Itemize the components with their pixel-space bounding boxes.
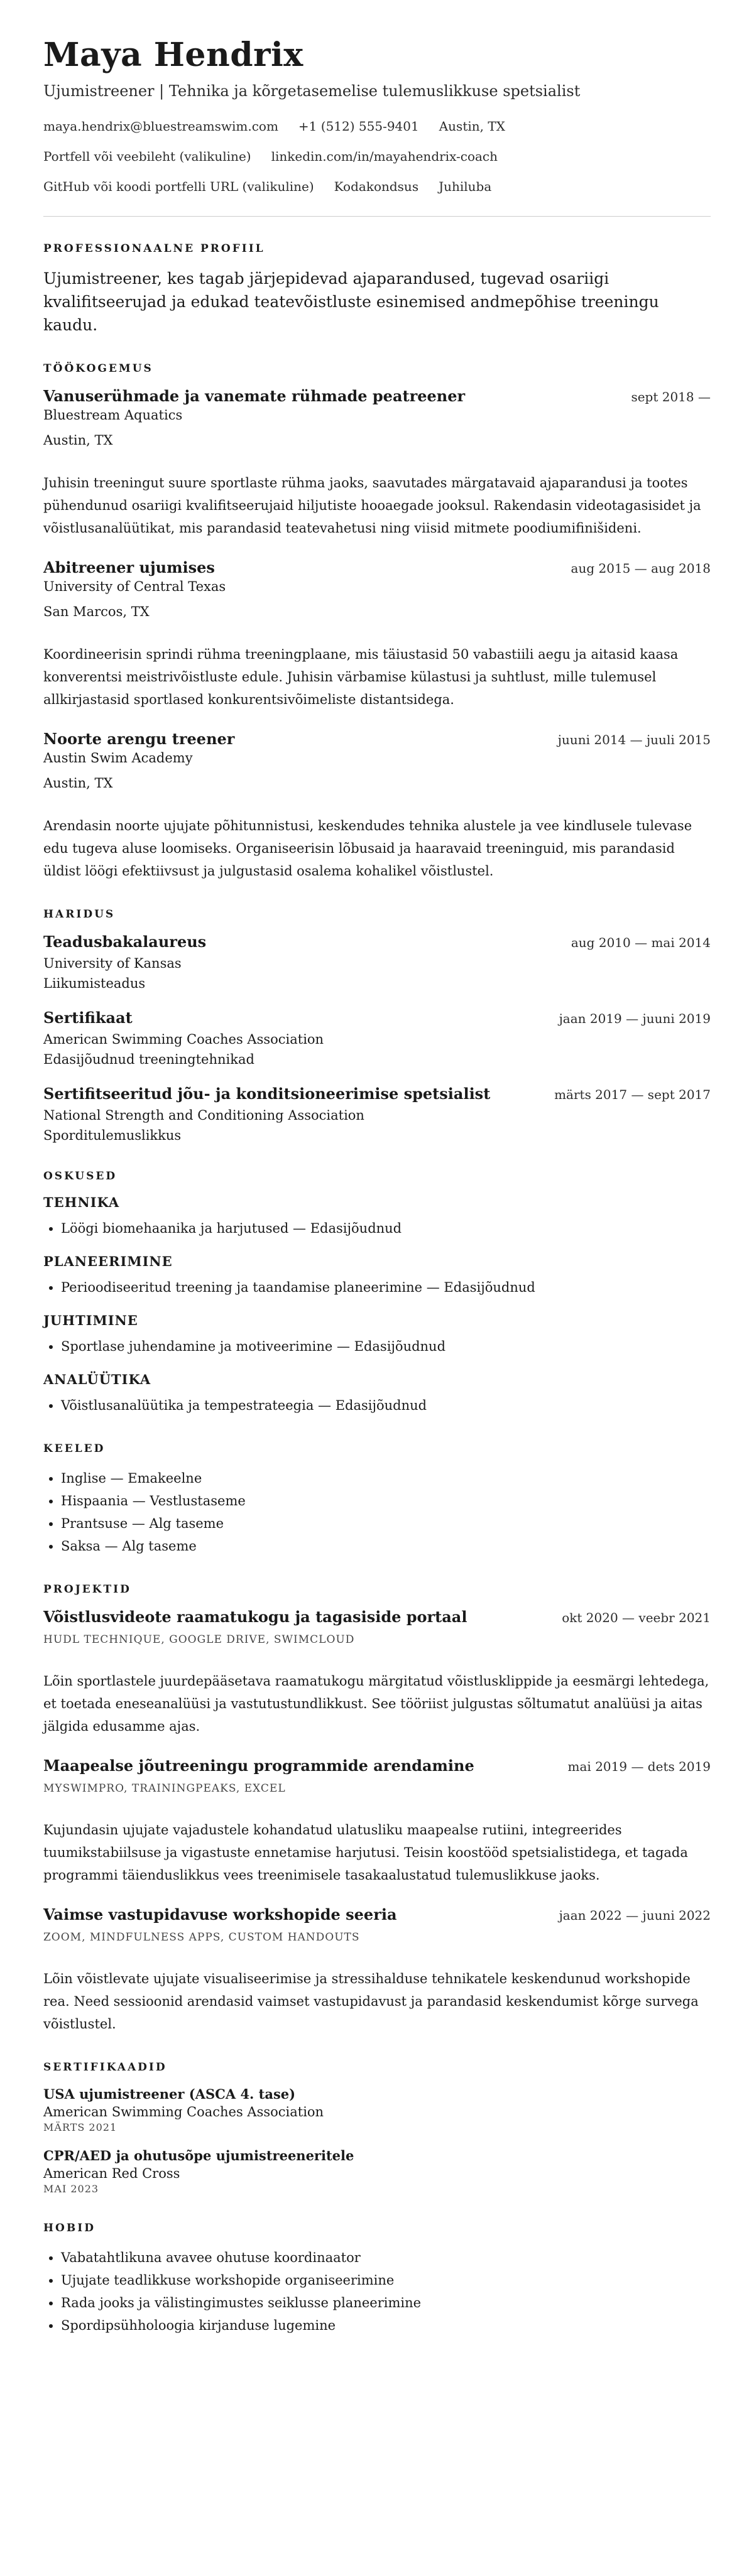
- project-description: Kujundasin ujujate vajadustele kohandatud ulatusliku maapealse rutiini, integreerides tuumikstabiilsuse ja vigastuste ennetamise harjutusi. Teisin koostööd spetsialistidega, et tagada programmi täienduslikkus vees treenimisele tasakaalustatud tulemuslikkuse jaoks.: [43, 1822, 688, 1883]
- job-description: Juhisin treeningut suure sportlaste rühma jaoks, saavutades märgatavaid ajaparandusi ja tootes pühendunud osariigi kvalifitseerujaid hiljutiste hooaegade jooksul. Rakendasin videotagasisidet ja võistlusanalüütikat, mis parandasid teatevahetusi ning viisid mitmete poodiumifinišideni.: [43, 475, 701, 536]
- certification-issuer: American Red Cross: [43, 2166, 180, 2181]
- github-link[interactable]: GitHub või koodi portfelli URL (valikuline): [43, 179, 314, 194]
- job-description: Arendasin noorte ujujate põhitunnistusi, keskendudes tehnika alustele ja vee kindlusele tulevase edu tugeva aluse loomiseks. Organiseerisin lõbusaid ja haaravaid treeninguid, mis parandasid üldist löögi efektiivsust ja julgustasid osalema kohalikel võistlustel.: [43, 818, 692, 879]
- institution: National Strength and Conditioning Association: [43, 1108, 364, 1123]
- certification-date: MÄRTS 2021: [43, 2121, 117, 2133]
- skill-list: [43, 1394, 711, 1417]
- project-title: Maapealse jõutreeningu programmide arendamine: [43, 1756, 474, 1775]
- project-technologies: MYSWIMPRO, TRAININGPEAKS, EXCEL: [43, 1782, 286, 1795]
- field-of-study: Edasijõudnud treeningtehnikad: [43, 1052, 254, 1067]
- summary-text: Ujumistreener, kes tagab järjepidevad ajaparandused, tugevad osariigi kvalifitseerujad ja edukad teatevõistluste esinemised andmepõhise treeningu kaudu.: [43, 269, 659, 334]
- degree-title: Sertifitseeritud jõu- ja konditsioneerimise spetsialist: [43, 1085, 491, 1103]
- section-heading: PROJEKTID: [43, 1583, 131, 1596]
- job-dates: sept 2018 —: [631, 389, 711, 404]
- employer: Austin Swim Academy: [43, 750, 193, 766]
- hobby-list: [43, 2246, 711, 2337]
- language-item: • Prantsuse — Alg taseme: [61, 1512, 711, 1535]
- institution: University of Kansas: [43, 956, 182, 971]
- headline: Ujumistreener | Tehnika ja kõrgetasemelise tulemuslikkuse spetsialist: [43, 82, 581, 100]
- project-entry: [43, 1608, 711, 1738]
- experience-section: [43, 362, 711, 882]
- contact-line-3: [43, 178, 711, 195]
- project-technologies: ZOOM, MINDFULNESS APPS, CUSTOM HANDOUTS: [43, 1931, 360, 1944]
- education-dates: märts 2017 — sept 2017: [554, 1087, 711, 1102]
- education-entry: [43, 1085, 711, 1144]
- job-location: Austin, TX: [43, 433, 113, 448]
- job-location: San Marcos, TX: [43, 604, 150, 619]
- language-list: [43, 1467, 711, 1557]
- projects-section: [43, 1583, 711, 2035]
- skill-item: • Löögi biomehaanika ja harjutused — Edasijõudnud: [61, 1217, 711, 1240]
- drivers-license: Juhiluba: [439, 179, 492, 194]
- section-heading: SERTIFIKAADID: [43, 2061, 167, 2074]
- education-entry: [43, 933, 711, 992]
- project-dates: mai 2019 — dets 2019: [567, 1759, 711, 1774]
- skill-category: JUHTIMINE: [43, 1312, 138, 1328]
- section-heading: TÖÖKOGEMUS: [43, 362, 153, 375]
- phone-number: +1 (512) 555-9401: [298, 119, 419, 134]
- skill-item: • Sportlase juhendamine ja motiveerimine — Edasijõudnud: [61, 1335, 711, 1358]
- skill-category: ANALÜÜTIKA: [43, 1372, 151, 1387]
- summary-section: [43, 242, 711, 337]
- certification-entry: [43, 2086, 711, 2135]
- section-heading: HOBID: [43, 2222, 96, 2234]
- field-of-study: Sporditulemuslikkus: [43, 1128, 182, 1143]
- field-of-study: Liikumisteadus: [43, 976, 146, 991]
- education-entry: [43, 1009, 711, 1068]
- language-item: • Saksa — Alg taseme: [61, 1535, 711, 1557]
- institution: American Swimming Coaches Association: [43, 1032, 324, 1047]
- project-entry: [43, 1756, 711, 1886]
- certification-date: MAI 2023: [43, 2183, 99, 2195]
- header-divider: [43, 216, 711, 217]
- section-heading: KEELED: [43, 1442, 106, 1455]
- degree-title: Sertifikaat: [43, 1009, 133, 1027]
- job-title: Vanuserühmade ja vanemate rühmade peatreener: [43, 387, 466, 405]
- employer: University of Central Texas: [43, 579, 226, 594]
- education-dates: jaan 2019 — juuni 2019: [559, 1011, 711, 1026]
- hobby-item: • Ujujate teadlikkuse workshopide organiseerimine: [61, 2269, 711, 2292]
- skill-list: [43, 1276, 711, 1299]
- certification-entry: [43, 2147, 711, 2196]
- project-dates: jaan 2022 — juuni 2022: [559, 1908, 711, 1923]
- skill-list: [43, 1335, 711, 1358]
- section-heading: HARIDUS: [43, 908, 116, 921]
- hobby-item: • Rada jooks ja välistingimustes seiklusse planeerimine: [61, 2292, 711, 2314]
- experience-entry: [43, 387, 711, 539]
- hobbies-section: [43, 2221, 711, 2337]
- project-description: Lõin sportlastele juurdepääsetava raamatukogu märgitatud võistlusklippide ja eesmärgi lehtedega, et toetada eneseanalüüsi ja vastutustundlikkust. See tööriist julgustas sõltumatut analüüsi ja aitas jälgida edusamme ajas.: [43, 1674, 709, 1734]
- skill-item: • Perioodiseeritud treening ja taandamise planeerimine — Edasijõudnud: [61, 1276, 711, 1299]
- section-heading: PROFESSIONAALNE PROFIIL: [43, 242, 265, 255]
- languages-section: [43, 1442, 711, 1557]
- project-title: Võistlusvideote raamatukogu ja tagasiside portaal: [43, 1608, 467, 1626]
- language-item: • Inglise — Emakeelne: [61, 1467, 711, 1490]
- location: Austin, TX: [439, 119, 505, 134]
- education-dates: aug 2010 — mai 2014: [571, 935, 711, 950]
- employer: Bluestream Aquatics: [43, 408, 183, 423]
- citizenship: Kodakondsus: [334, 179, 419, 194]
- job-title: Noorte arengu treener: [43, 730, 235, 748]
- project-title: Vaimse vastupidavuse workshopide seeria: [43, 1905, 397, 1924]
- linkedin-link[interactable]: linkedin.com/in/mayahendrix-coach: [271, 149, 498, 164]
- email-link[interactable]: maya.hendrix@bluestreamswim.com: [43, 119, 278, 134]
- degree-title: Teadusbakalaureus: [43, 933, 207, 951]
- skill-category: PLANEERIMINE: [43, 1253, 173, 1269]
- experience-entry: [43, 558, 711, 711]
- hobby-item: • Spordipsühholoogia kirjanduse lugemine: [61, 2314, 711, 2337]
- job-dates: juuni 2014 — juuli 2015: [557, 732, 711, 747]
- skill-item: • Võistlusanalüütika ja tempestrateegia — Edasijõudnud: [61, 1394, 711, 1417]
- job-dates: aug 2015 — aug 2018: [571, 561, 711, 576]
- project-dates: okt 2020 — veebr 2021: [562, 1610, 711, 1625]
- certification-title: USA ujumistreener (ASCA 4. tase): [43, 2086, 296, 2102]
- section-heading: OSKUSED: [43, 1170, 117, 1182]
- contact-line-2: [43, 148, 711, 165]
- skill-list: [43, 1217, 711, 1240]
- skills-section: [43, 1169, 711, 1417]
- project-description: Lõin võistlevate ujujate visualiseerimise ja stressihalduse tehnikatele keskendunud workshopide rea. Need sessioonid arendasid vaimset vastupidavust ja parandasid keskendumist kõrge survega võistlustel.: [43, 1971, 699, 2032]
- resume-header: [43, 35, 711, 195]
- job-location: Austin, TX: [43, 776, 113, 791]
- education-section: [43, 907, 711, 1144]
- job-title: Abitreener ujumises: [43, 558, 215, 576]
- certification-issuer: American Swimming Coaches Association: [43, 2104, 324, 2119]
- skill-category: TEHNIKA: [43, 1194, 120, 1210]
- contact-line-1: [43, 118, 711, 134]
- project-entry: [43, 1905, 711, 2035]
- portfolio-link[interactable]: Portfell või veebileht (valikuline): [43, 149, 251, 164]
- experience-entry: [43, 730, 711, 882]
- candidate-name: Maya Hendrix: [43, 36, 303, 74]
- job-description: Koordineerisin sprindi rühma treeningplaane, mis täiustasid 50 vabastiili aegu ja aitasid kaasa konverentsi meistrivõistluste edule. Juhisin värbamise külastusi ja suhtlust, mille tulemusel allkirjastasid sportlased konkurentsivõimeliste distantsidega.: [43, 647, 679, 707]
- certifications-section: [43, 2060, 711, 2196]
- certification-title: CPR/AED ja ohutusõpe ujumistreeneritele: [43, 2148, 354, 2163]
- project-technologies: HUDL TECHNIQUE, GOOGLE DRIVE, SWIMCLOUD: [43, 1633, 355, 1646]
- hobby-item: • Vabatahtlikuna avavee ohutuse koordinaator: [61, 2246, 711, 2269]
- language-item: • Hispaania — Vestlustaseme: [61, 1490, 711, 1512]
